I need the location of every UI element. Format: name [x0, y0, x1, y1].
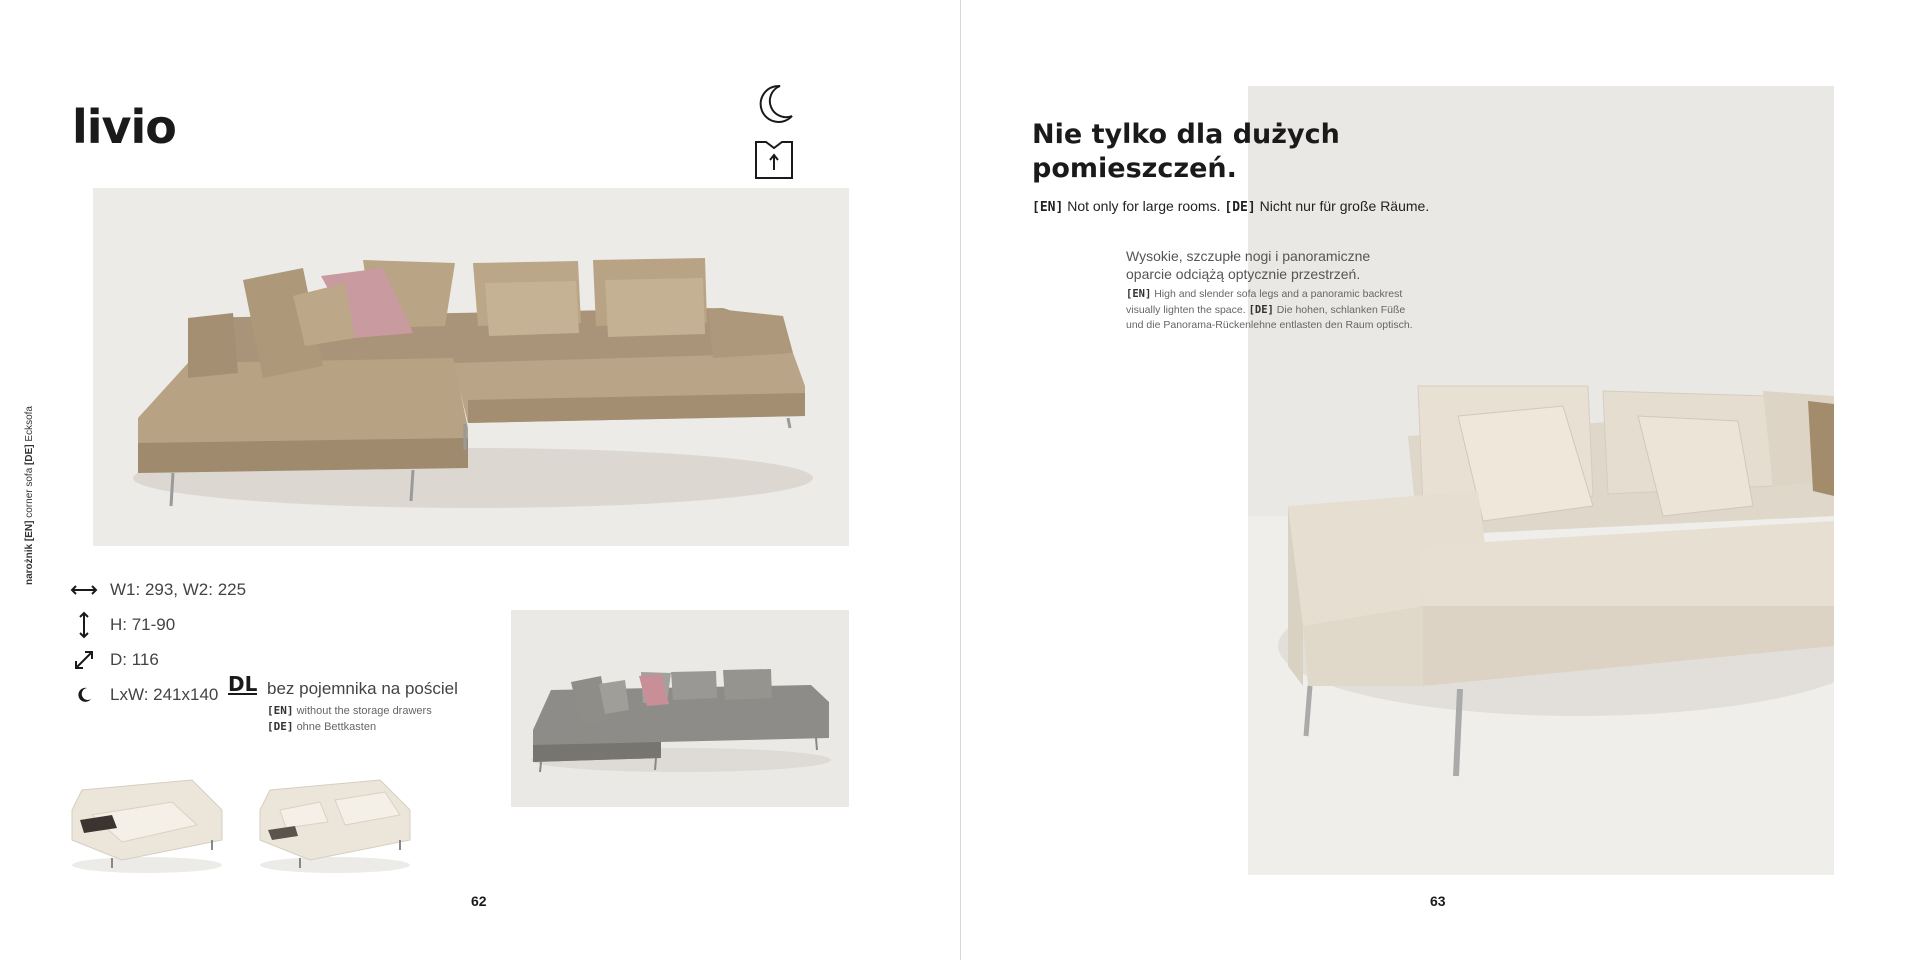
spec-height-text: H: 71-90: [110, 614, 176, 634]
subline-de-tag: [DE]: [1224, 200, 1256, 215]
side-label-de: Ecksofa: [24, 406, 35, 442]
description: [1126, 247, 1416, 334]
side-label-de-tag: [DE]: [24, 444, 35, 465]
bed-option-pl: bez pojemnika na pościel: [267, 679, 458, 698]
sofa-bed-closed-photo: [250, 770, 420, 880]
headline-translations: [1032, 198, 1429, 215]
grey-sofa-photo: [511, 610, 849, 807]
page-number-left: 62: [471, 893, 487, 909]
description-de: Die hohen, schlanken Füße und die Panorama-Rückenlehne entlasten den Raum optisch.: [1126, 303, 1413, 331]
side-label-en: corner sofa: [24, 467, 35, 518]
bed-option-en: without the storage drawers: [296, 705, 432, 717]
spec-sleep-area: [70, 677, 246, 712]
bed-option-de-tag: [DE]: [267, 720, 294, 733]
subline-de: Nicht nur für große Räume.: [1259, 198, 1430, 214]
description-en: High and slender sofa legs and a panoramic backrest visually lighten the space.: [1126, 288, 1403, 316]
bed-option-en-tag: [EN]: [267, 704, 294, 717]
spec-sleep-area-text: LxW: 241x140: [110, 684, 219, 704]
spec-width-text: W1: 293, W2: 225: [110, 579, 247, 599]
subline-en: Not only for large rooms.: [1067, 198, 1221, 214]
side-label-pl: narożnik: [24, 543, 35, 585]
height-arrow-icon: [70, 611, 98, 639]
depth-arrow-icon: [70, 646, 98, 674]
bed-option-translations: [267, 703, 527, 735]
hero-sofa-photo: [93, 188, 849, 546]
spec-height: [70, 607, 246, 642]
headline: Nie tylko dla dużych pomieszczeń.: [1032, 119, 1340, 184]
sofa-bed-open-photo: [62, 770, 232, 880]
dimension-specs: [70, 572, 246, 712]
subline-en-tag: [EN]: [1032, 200, 1064, 215]
page-number-right: 63: [1430, 893, 1446, 909]
description-en-tag: [EN]: [1126, 288, 1152, 300]
bed-option-text: [267, 679, 527, 735]
moon-icon: [752, 82, 796, 126]
storage-box-icon: [752, 138, 796, 182]
sleep-moon-icon: [70, 681, 98, 709]
description-pl: Wysokie, szczupłe nogi i panoramiczne oparcie odciążą optycznie przestrzeń.: [1126, 248, 1371, 282]
description-de-tag: [DE]: [1248, 303, 1274, 316]
dl-mark: DL: [228, 672, 258, 696]
bed-option-de: ohne Bettkasten: [296, 721, 377, 733]
side-label-en-tag: [EN]: [24, 520, 35, 542]
product-title: livio: [72, 100, 176, 154]
width-arrow-icon: [70, 576, 98, 604]
spec-depth-text: D: 116: [110, 649, 159, 669]
spine-divider: [960, 0, 961, 960]
spec-depth: [70, 642, 246, 677]
vertical-product-type-label: [24, 406, 35, 585]
spec-width: [70, 572, 246, 607]
description-translations: [1126, 287, 1416, 334]
